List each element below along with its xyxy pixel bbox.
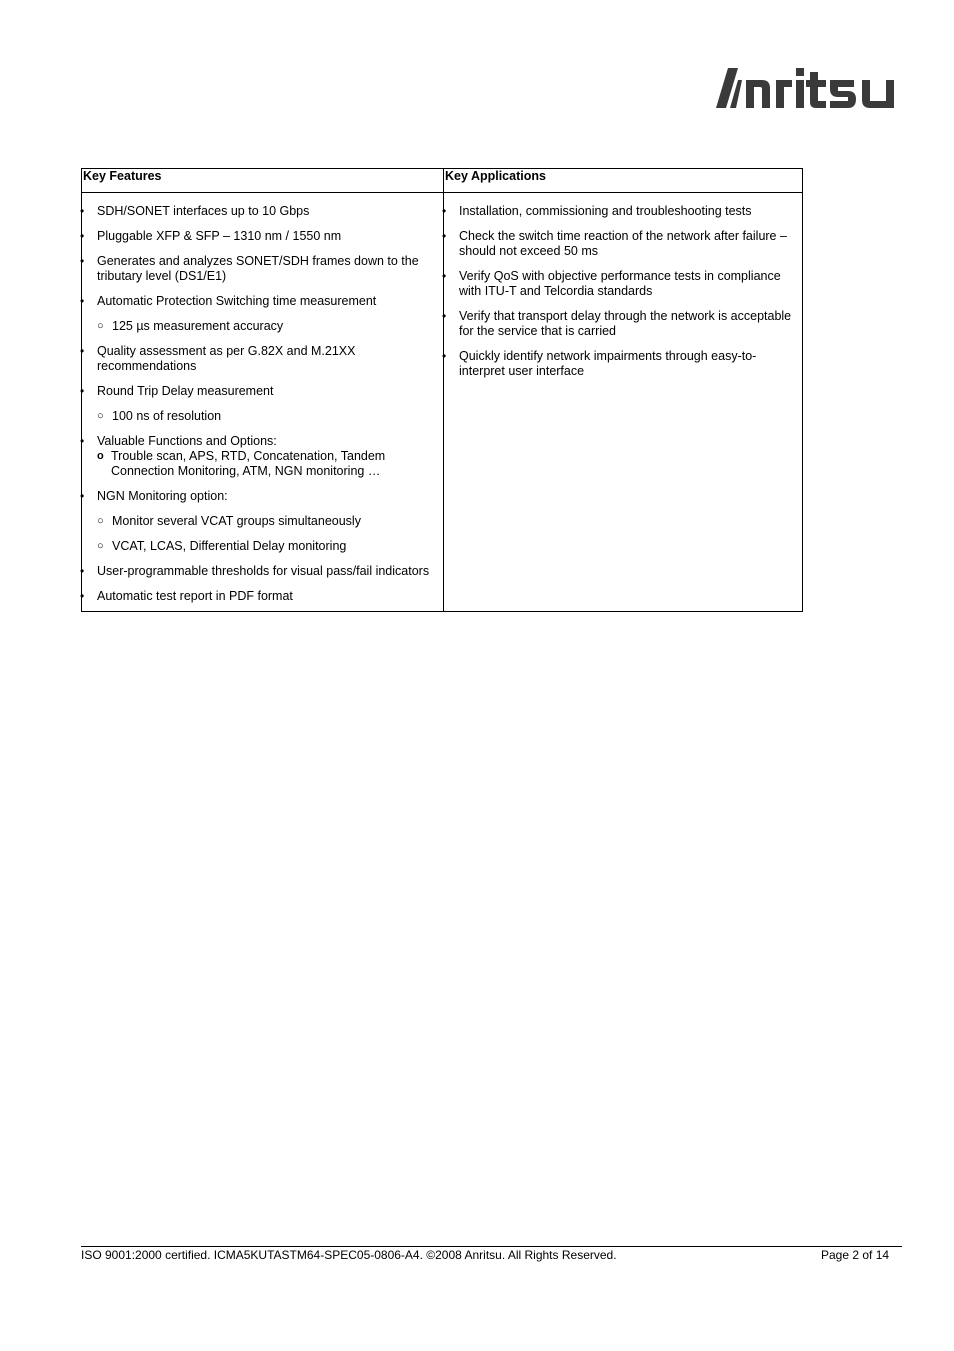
list-item xyxy=(82,434,443,479)
list-item xyxy=(82,319,443,334)
bullet-icon: • xyxy=(80,434,85,448)
bullet-icon: • xyxy=(80,589,85,603)
list-item xyxy=(444,309,802,339)
list-item xyxy=(444,204,802,219)
list-item xyxy=(82,294,443,309)
bullet-icon: • xyxy=(442,269,447,283)
key-applications-column xyxy=(443,169,802,611)
bullet-icon: • xyxy=(442,229,447,243)
anritsu-logo xyxy=(716,64,902,112)
list-item-text: Automatic test report in PDF format xyxy=(97,589,293,603)
footer-copyright: ISO 9001:2000 certified. ICMA5KUTASTM64-SPEC05-0806-A4. ©2008 Anritsu. All Rights Reserved. xyxy=(81,1248,617,1262)
list-item-text: Automatic Protection Switching time measurement xyxy=(97,294,377,308)
list-item xyxy=(82,204,443,219)
list-item xyxy=(82,589,443,604)
list-item-text: Installation, commissioning and troubleshooting tests xyxy=(459,204,752,218)
list-item-text: Verify that transport delay through the network is acceptable for the service that is carried xyxy=(459,309,792,338)
bullet-icon: • xyxy=(80,294,85,308)
list-item-text: Quickly identify network impairments through easy-to-interpret user interface xyxy=(459,349,757,378)
circle-bullet-icon: ○ xyxy=(97,320,104,332)
list-item-text: SDH/SONET interfaces up to 10 Gbps xyxy=(97,204,310,218)
list-item xyxy=(82,229,443,244)
bullet-icon: • xyxy=(80,254,85,268)
bullet-icon: • xyxy=(80,229,85,243)
list-item-text: Valuable Functions and Options: xyxy=(97,434,277,448)
bullet-icon: • xyxy=(442,309,447,323)
list-item xyxy=(82,489,443,504)
circle-bullet-icon: ○ xyxy=(97,540,104,552)
list-item xyxy=(82,344,443,374)
list-item xyxy=(444,229,802,259)
list-item-text: Monitor several VCAT groups simultaneously xyxy=(112,514,361,528)
anritsu-logo-icon xyxy=(716,64,902,112)
list-item xyxy=(82,539,443,554)
list-item-subtext-content: Trouble scan, APS, RTD, Concatenation, Tandem Connection Monitoring, ATM, NGN monitoring … xyxy=(111,449,386,478)
list-item xyxy=(444,349,802,379)
list-item-text: NGN Monitoring option: xyxy=(97,489,228,503)
list-item-text: VCAT, LCAS, Differential Delay monitoring xyxy=(112,539,347,553)
list-item xyxy=(82,514,443,529)
key-features-column xyxy=(82,169,443,611)
bullet-icon: • xyxy=(442,349,447,363)
bullet-icon: • xyxy=(80,564,85,578)
list-item-text: Check the switch time reaction of the network after failure – should not exceed 50 ms xyxy=(459,229,787,258)
bullet-icon: • xyxy=(80,344,85,358)
bullet-icon: • xyxy=(80,384,85,398)
list-item-text: 100 ns of resolution xyxy=(112,409,222,423)
list-item-text: Quality assessment as per G.82X and M.21XX recommendations xyxy=(97,344,356,373)
key-applications-header: Key Applications xyxy=(444,169,802,193)
footer-page-number: Page 2 of 14 xyxy=(821,1248,890,1262)
bullet-icon: • xyxy=(80,489,85,503)
list-item xyxy=(82,409,443,424)
key-features-header: Key Features xyxy=(82,169,443,193)
list-item xyxy=(82,384,443,399)
circle-bullet-icon: ○ xyxy=(97,515,104,527)
list-item-subtext xyxy=(96,449,443,479)
bullet-icon: • xyxy=(80,204,85,218)
list-item-text: Verify QoS with objective performance tests in compliance with ITU-T and Telcordia standards xyxy=(459,269,781,298)
key-features-table xyxy=(81,168,803,612)
circle-bullet-icon: ○ xyxy=(97,410,104,422)
footer-divider xyxy=(81,1246,902,1247)
list-item xyxy=(82,254,443,284)
list-item-text: User-programmable thresholds for visual pass/fail indicators xyxy=(97,564,430,578)
list-item xyxy=(444,269,802,299)
key-features-list xyxy=(82,204,443,614)
key-applications-list xyxy=(444,204,802,389)
list-item xyxy=(82,564,443,579)
list-item-text: Generates and analyzes SONET/SDH frames down to the tributary level (DS1/E1) xyxy=(97,254,419,283)
bullet-icon: • xyxy=(442,204,447,218)
circle-bullet-icon: o xyxy=(97,450,104,462)
list-item-text: Pluggable XFP & SFP – 1310 nm / 1550 nm xyxy=(97,229,342,243)
list-item-text: 125 µs measurement accuracy xyxy=(112,319,284,333)
list-item-text: Round Trip Delay measurement xyxy=(97,384,274,398)
